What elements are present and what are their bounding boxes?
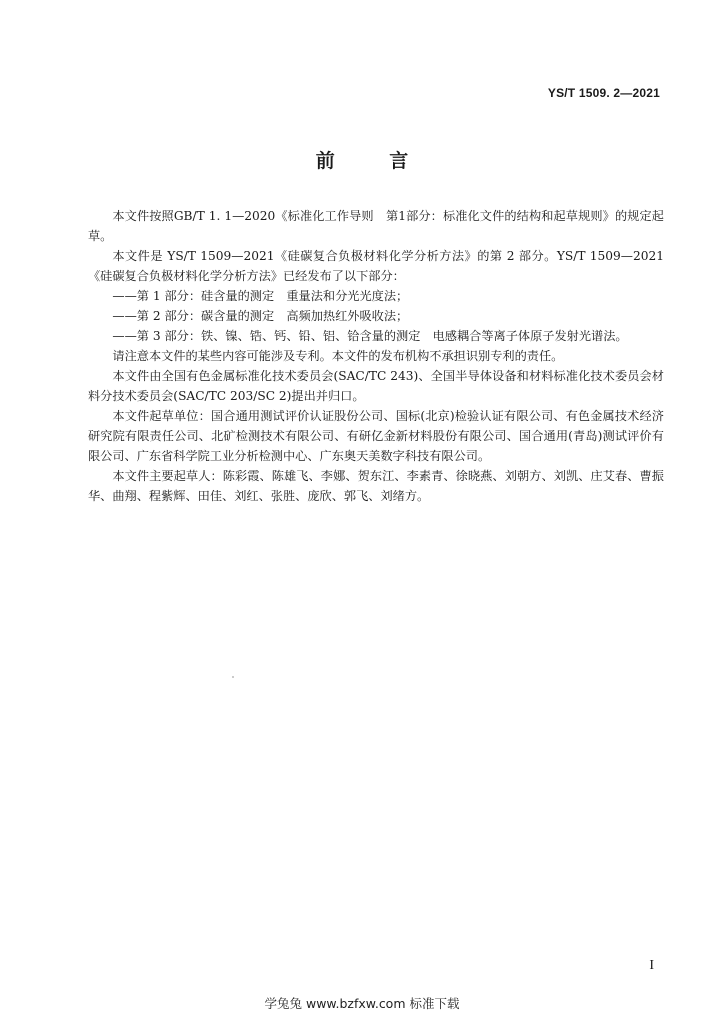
page-number: I [649, 958, 654, 973]
foreword-body [88, 206, 664, 506]
paragraph-drafters: 本文件主要起草人：陈彩霞、陈雄飞、李娜、贺东江、李素青、徐晓燕、刘朝方、刘凯、庄艾春、曹振华、曲翔、程紫辉、田佳、刘红、张胜、庞欣、郭飞、刘绪方。 [88, 469, 664, 503]
paragraph-drafting-units: 本文件起草单位：国合通用测试评价认证股份公司、国标(北京)检验认证有限公司、有色金属技术经济研究院有限责任公司、北矿检测技术有限公司、有研亿金新材料股份有限公司、国合通用(青岛)测试评价有限公司、广东省科学院工业分析检测中心、广东奥天美数字科技有限公司。 [88, 409, 664, 463]
standard-code: YS/T 1509. 2—2021 [547, 86, 660, 100]
paragraph-drafting-rules: 本文件按照GB/T 1. 1—2020《标准化工作导则 第1部分：标准化文件的结构和起草规则》的规定起草。 [88, 209, 664, 243]
list-item-part-2: ——第 2 部分：碳含量的测定 高频加热红外吸收法； [112, 309, 409, 323]
watermark-footer: 学兔兔 www.bzfxw.com 标准下载 [264, 996, 460, 1011]
page-title: 前 言 [315, 150, 433, 172]
scan-speck [232, 676, 234, 678]
list-item-part-3: ——第 3 部分：铁、镍、锆、钙、铅、铝、铪含量的测定 电感耦合等离子体原子发射光谱法。 [112, 329, 628, 343]
paragraph-part-info: 本文件是 YS/T 1509—2021《硅碳复合负极材料化学分析方法》的第 2 部分。YS/T 1509—2021《硅碳复合负极材料化学分析方法》已经发布了以下部分： [88, 249, 664, 283]
paragraph-committee: 本文件由全国有色金属标准化技术委员会(SAC/TC 243)、全国半导体设备和材料标准化技术委员会材料分技术委员会(SAC/TC 203/SC 2)提出并归口。 [88, 369, 664, 403]
list-item-part-1: ——第 1 部分：硅含量的测定 重量法和分光光度法； [112, 289, 409, 303]
paragraph-patent-notice: 请注意本文件的某些内容可能涉及专利。本文件的发布机构不承担识别专利的责任。 [112, 349, 564, 363]
